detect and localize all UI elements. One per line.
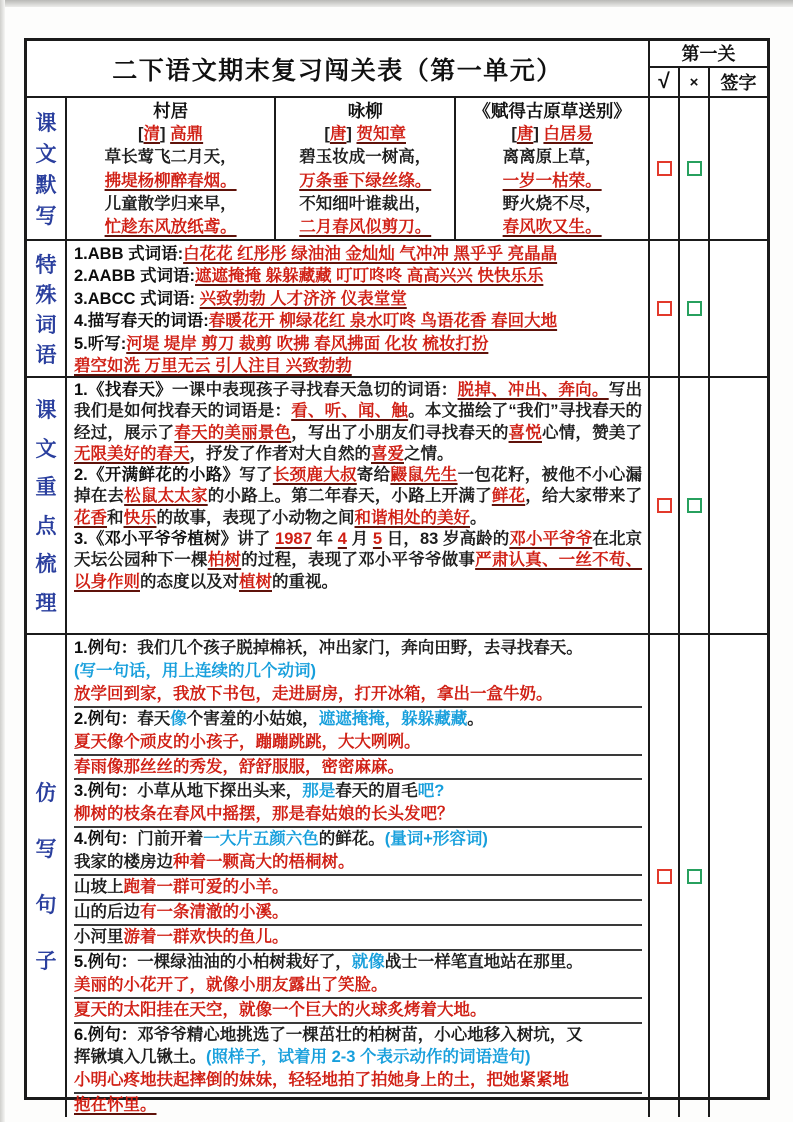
text-line <box>74 780 642 803</box>
text-segment: 那是 <box>302 782 336 801</box>
text-segment: 高鼎 <box>170 125 204 143</box>
text-segment: 吧? <box>417 782 445 801</box>
text-segment: 夏天像个顽皮的小孩子，蹦蹦跳跳，大大咧咧。 <box>74 732 421 751</box>
text-segment: 的过程，表现了邓小平爷爷做事 <box>241 551 476 570</box>
text-line <box>74 288 642 310</box>
text-segment: 小草从地下探出头来， <box>137 782 303 801</box>
section-label-sentence-imitation <box>27 635 67 1117</box>
fail-checkbox[interactable] <box>687 869 702 884</box>
text-segment: 一课中表现孩子寻找春天急切的词语： <box>172 381 458 399</box>
review-worksheet-table <box>24 38 770 1115</box>
text-line <box>67 170 274 193</box>
text-segment: ，给大家带来了 <box>525 487 643 506</box>
text-line <box>74 355 642 376</box>
text-segment: 战士一样笔直地站在那里。 <box>384 952 583 971</box>
text-segment: (写一句话，用上连续的几个动词) <box>74 661 316 680</box>
section-label-char: 句 <box>35 894 57 918</box>
fail-checkbox[interactable] <box>687 301 702 316</box>
text-segment: 一大片五颜六色 <box>203 830 319 849</box>
poem-cunju <box>67 98 276 239</box>
text-segment: [ <box>138 125 144 143</box>
text-segment: 。本文描绘了“我们”寻找春天的经过，展示了 <box>74 402 643 442</box>
pass-checkbox[interactable] <box>657 161 672 176</box>
section-label-char: 重 <box>35 476 57 500</box>
text-line <box>74 974 642 999</box>
text-segment: [ <box>324 125 330 143</box>
text-segment: 小明心疼地扶起摔倒的妹妹，轻轻地拍了拍她身上的土，把她紧紧地 <box>74 1071 569 1090</box>
text-segment: 3.例句： <box>74 782 138 801</box>
text-line <box>74 1024 642 1047</box>
poem-yongliu <box>276 98 456 239</box>
text-segment: 无限美好的春天 <box>74 444 190 463</box>
gate-col-fail-header: × <box>680 68 710 96</box>
text-line <box>74 876 642 901</box>
text-segment: 5 <box>372 530 383 549</box>
section-sentence-imitation <box>27 635 767 1117</box>
text-segment: 。 <box>467 709 484 728</box>
text-segment: 日，83 岁高龄的 <box>382 530 510 549</box>
text-segment: 像 <box>170 709 187 728</box>
key-points-content <box>67 378 650 633</box>
text-segment: 喜爱 <box>371 444 404 463</box>
text-segment: 的故事，表现了小动物之间 <box>156 508 355 527</box>
text-segment: 清 <box>143 125 161 143</box>
text-segment: 3.《邓小平爷爷植树》 <box>74 530 238 549</box>
pass-checkbox[interactable] <box>657 869 672 884</box>
text-segment: 唐 <box>329 125 347 143</box>
scan-edge <box>0 0 793 7</box>
signature-cell[interactable] <box>710 378 767 633</box>
section-label-char: 写 <box>35 838 57 862</box>
title-row <box>27 41 767 98</box>
text-segment: 春风吹又生。 <box>502 218 602 237</box>
text-segment: 快乐 <box>123 508 157 527</box>
text-segment: 邓爷爷精心地挑选了一棵茁壮的柏树苗，小心地移入树坑，又 <box>137 1025 583 1044</box>
text-segment: 5.例句： <box>74 952 138 971</box>
text-segment: 寄给 <box>356 466 391 485</box>
text-segment: 兴致勃勃 人才济济 仪表堂堂 <box>199 289 407 308</box>
text-segment: 的鲜花。 <box>318 830 385 849</box>
text-segment: 儿童散学归来早， <box>104 194 237 213</box>
text-segment: 和谐相处的美好 <box>354 508 470 527</box>
text-segment: 放学回到家，我放下书包，走进厨房，打开冰箱，拿出一盒牛奶。 <box>74 684 553 703</box>
text-segment: 个害羞的小姑娘， <box>186 709 319 728</box>
text-line <box>74 1069 642 1094</box>
section-label-char: 仿 <box>35 782 57 806</box>
signature-cell[interactable] <box>710 635 767 1117</box>
text-line <box>74 999 642 1024</box>
text-segment: 4.描写春天的词语: <box>74 312 209 331</box>
pass-check-cell <box>650 378 680 633</box>
text-line <box>456 170 648 193</box>
text-segment: 柏树 <box>207 551 242 570</box>
text-line <box>276 216 454 239</box>
pass-check-cell <box>650 635 680 1117</box>
text-segment: ] <box>346 125 357 143</box>
text-segment: 河堤 堤岸 剪刀 裁剪 吹拂 春风拂面 化妆 梳妆打扮 <box>126 334 489 353</box>
text-segment: 山的后边 <box>74 902 140 921</box>
text-line <box>276 170 454 193</box>
text-segment: 严肃认真、一丝不苟、以身作则 <box>74 551 643 591</box>
text-segment: 碧玉妆成一树高， <box>299 148 432 167</box>
text-segment: 有一条清澈的小溪。 <box>140 902 289 921</box>
text-segment: 4 <box>337 530 347 549</box>
text-segment: 一棵绿油油的小柏树栽好了， <box>137 952 352 971</box>
text-line <box>74 265 642 287</box>
text-segment: 忙趁东风放纸鸢。 <box>104 218 237 237</box>
text-segment: 植树 <box>239 572 272 591</box>
text-line <box>74 828 642 851</box>
text-line <box>276 193 454 216</box>
text-segment: 白花花 红彤彤 绿油油 金灿灿 气冲冲 黑乎乎 亮晶晶 <box>183 245 558 263</box>
text-segment: (照样子，试着用 2-3 个表示动作的词语造句) <box>206 1048 531 1067</box>
text-segment: 遮遮掩掩，躲躲藏藏 <box>318 709 468 728</box>
text-segment: 碧空如洗 万里无云 引人注目 兴致勃勃 <box>74 357 352 376</box>
text-segment: 春雨像那丝丝的秀发，舒舒服服，密密麻麻。 <box>74 757 404 776</box>
text-segment: 春天的美丽景色 <box>174 423 292 442</box>
text-segment: 1.《找春天》 <box>74 381 173 399</box>
text-line <box>74 1046 642 1069</box>
text-line <box>67 123 274 146</box>
gate-col-sign-header: 签字 <box>720 73 757 93</box>
text-line <box>74 926 642 951</box>
pass-checkbox[interactable] <box>657 498 672 513</box>
section-key-points <box>27 378 767 635</box>
signature-cell[interactable] <box>710 241 767 376</box>
section-special-words <box>27 241 767 378</box>
text-segment: 就像 <box>351 952 385 971</box>
text-line <box>456 216 648 239</box>
text-line <box>74 851 642 876</box>
pass-check-cell <box>650 98 680 239</box>
text-segment: 松鼠太太家 <box>124 487 208 506</box>
text-segment: 写出我们是如何找春天的词语是： <box>74 381 642 421</box>
text-segment: 白居易 <box>543 125 593 143</box>
text-segment: 心情，赞美了 <box>541 423 643 442</box>
text-line <box>74 731 642 756</box>
text-segment: 2.例句： <box>74 709 138 728</box>
text-line <box>74 1094 642 1117</box>
section-label-char: 写 <box>35 205 57 228</box>
text-line <box>276 146 454 169</box>
text-line <box>74 803 642 828</box>
text-segment: 4.例句： <box>74 830 138 849</box>
text-line <box>74 683 642 708</box>
text-line <box>276 123 454 146</box>
text-segment: 邓小平爷爷 <box>509 530 593 549</box>
text-line <box>74 529 642 593</box>
section-label-key-points <box>27 378 67 633</box>
text-line <box>74 380 642 465</box>
section-label-char: 殊 <box>35 284 57 307</box>
text-segment: 月 <box>346 530 373 549</box>
fail-check-cell <box>680 635 710 1117</box>
text-segment: 3.ABCC 式词语: <box>74 289 200 308</box>
text-segment: 柳树的枝条在春风中摇摆，那是春姑娘的长头发吧？ <box>74 805 454 824</box>
pass-checkbox[interactable] <box>657 301 672 316</box>
text-segment: 1.例句： <box>74 639 138 657</box>
text-segment: 和 <box>107 508 124 527</box>
section-label-char: 点 <box>35 514 57 538</box>
fail-check-cell <box>680 98 710 239</box>
text-segment: 之情。 <box>404 444 454 463</box>
text-segment: 万条垂下绿丝绦。 <box>299 171 432 190</box>
text-line <box>74 333 642 355</box>
text-line <box>456 123 648 146</box>
text-segment: 一包花籽，被他不小心漏掉在去 <box>74 466 643 506</box>
text-segment: 在北京天坛公园种下一棵 <box>74 530 643 570</box>
text-segment: (量词+形容词) <box>384 830 488 849</box>
fail-checkbox[interactable] <box>687 161 702 176</box>
text-line <box>67 146 274 169</box>
poem-title: 村居 <box>153 101 189 121</box>
text-segment: 2.AABB 式词语: <box>74 267 196 286</box>
text-segment: 二月春风似剪刀。 <box>299 218 432 237</box>
section-label-char: 课 <box>35 399 57 423</box>
text-segment: 6.例句： <box>74 1025 138 1044</box>
section-label-char: 文 <box>35 143 57 166</box>
text-line <box>67 193 274 216</box>
section-text-recitation <box>27 98 767 241</box>
special-words-content <box>67 241 650 376</box>
text-segment: 春天 <box>137 709 171 728</box>
pass-check-cell <box>650 241 680 376</box>
text-segment: 鲜花 <box>491 487 526 506</box>
text-segment: [ <box>511 125 517 143</box>
text-segment: 门前开着 <box>137 830 204 849</box>
section-label-char: 词 <box>35 314 57 337</box>
text-segment: 跑着一群可爱的小羊。 <box>123 878 289 897</box>
text-line <box>456 193 648 216</box>
text-segment: 2.《开满鲜花的小路》 <box>74 466 240 485</box>
text-segment: 喜悦 <box>508 423 542 442</box>
section-label-char: 文 <box>35 437 57 461</box>
text-segment: 花香 <box>74 508 107 527</box>
text-segment: 年 <box>311 530 338 549</box>
section-label-char: 默 <box>35 174 57 197</box>
text-segment: 唐 <box>516 125 534 143</box>
text-segment: 抱在怀里。 <box>74 1096 157 1115</box>
scan-edge <box>0 0 5 1122</box>
text-segment: 脱掉、冲出、奔向。 <box>457 381 609 399</box>
text-segment: 1.ABB 式词语: <box>74 245 184 263</box>
text-segment: 一岁一枯荣。 <box>502 171 602 190</box>
text-segment: 游着一群欢快的鱼儿。 <box>123 927 289 946</box>
text-line <box>74 951 642 974</box>
text-segment: 鼹鼠先生 <box>390 466 458 485</box>
text-segment: 草长莺飞二月天， <box>104 148 237 167</box>
text-segment: 种着一颗高大的梧桐树。 <box>173 853 355 872</box>
text-segment: 遮遮掩掩 躲躲藏藏 叮叮咚咚 高高兴兴 快快乐乐 <box>195 267 544 286</box>
text-segment: 春天的眉毛 <box>335 782 418 801</box>
text-segment: 看、听、闻、触 <box>291 402 409 421</box>
section-label-recitation <box>27 98 67 239</box>
text-segment: 山坡上 <box>74 878 124 897</box>
text-segment: ，抒发了作者对大自然的 <box>189 444 371 463</box>
poem-title: 《赋得古原草送别》 <box>473 101 631 121</box>
text-segment: 的重视。 <box>272 572 338 591</box>
text-segment: 小河里 <box>74 927 124 946</box>
text-segment: 讲了 <box>237 530 276 549</box>
text-line <box>74 465 642 529</box>
text-segment: 离离原上草， <box>502 148 602 167</box>
text-line <box>74 243 642 265</box>
text-segment: ，写出了小朋友们寻找春天的 <box>291 423 509 442</box>
section-label-char: 课 <box>35 112 57 135</box>
text-line <box>74 310 642 332</box>
text-segment: 夏天的太阳挂在天空，就像一个巨大的火球炙烤着大地。 <box>74 1000 487 1019</box>
text-segment: 5.听写: <box>74 334 127 353</box>
section-label-char: 特 <box>35 254 57 277</box>
sentence-imitation-content <box>67 635 650 1117</box>
text-line <box>456 146 648 169</box>
section-label-special-words <box>27 241 67 376</box>
fail-check-cell <box>680 378 710 633</box>
gate-block <box>650 41 767 96</box>
text-line <box>74 637 642 660</box>
text-segment: 拂堤杨柳醉春烟。 <box>104 171 237 190</box>
poem-title: 咏柳 <box>347 101 383 121</box>
section-label-char: 梳 <box>35 553 57 577</box>
text-segment: 不知细叶谁裁出， <box>299 194 432 213</box>
text-segment: 贺知章 <box>356 125 406 143</box>
text-segment: 美丽的小花开了，就像小朋友露出了笑脸。 <box>74 975 388 994</box>
text-line <box>74 901 642 926</box>
text-segment: 。 <box>470 508 487 527</box>
poem-fudegucaoyuansongbie <box>456 98 648 239</box>
text-segment: 长颈鹿大叔 <box>272 466 357 485</box>
gate-header: 第一关 <box>650 41 767 68</box>
text-segment: 春暖花开 柳绿花红 泉水叮咚 鸟语花香 春回大地 <box>208 312 558 331</box>
signature-cell[interactable] <box>710 98 767 239</box>
text-line <box>74 660 642 683</box>
text-line <box>67 216 274 239</box>
text-segment: 野火烧不尽， <box>502 194 602 213</box>
gate-col-pass-header: √ <box>650 68 680 96</box>
text-segment: ] <box>533 125 544 143</box>
text-segment: 写了 <box>239 466 273 485</box>
text-line <box>74 756 642 781</box>
section-label-char: 语 <box>35 344 57 367</box>
text-segment: 挥锹填入几锹土。 <box>74 1048 206 1067</box>
fail-checkbox[interactable] <box>687 498 702 513</box>
section-label-char: 子 <box>35 950 57 974</box>
text-segment: 我家的楼房边 <box>74 853 173 872</box>
text-segment: 我们几个孩子脱掉棉袄，冲出家门，奔向田野，去寻找春天。 <box>137 639 583 657</box>
text-line <box>74 708 642 731</box>
poems-area <box>67 98 650 239</box>
text-segment: 的小路上。第二年春天，小路上开满了 <box>207 487 492 506</box>
fail-check-cell <box>680 241 710 376</box>
page-title: 二下语文期末复习闯关表（第一单元） <box>27 41 650 96</box>
text-segment: 的态度以及对 <box>140 572 239 591</box>
text-segment: ] <box>160 125 171 143</box>
text-segment: 1987 <box>275 530 312 549</box>
section-label-char: 理 <box>35 591 57 615</box>
